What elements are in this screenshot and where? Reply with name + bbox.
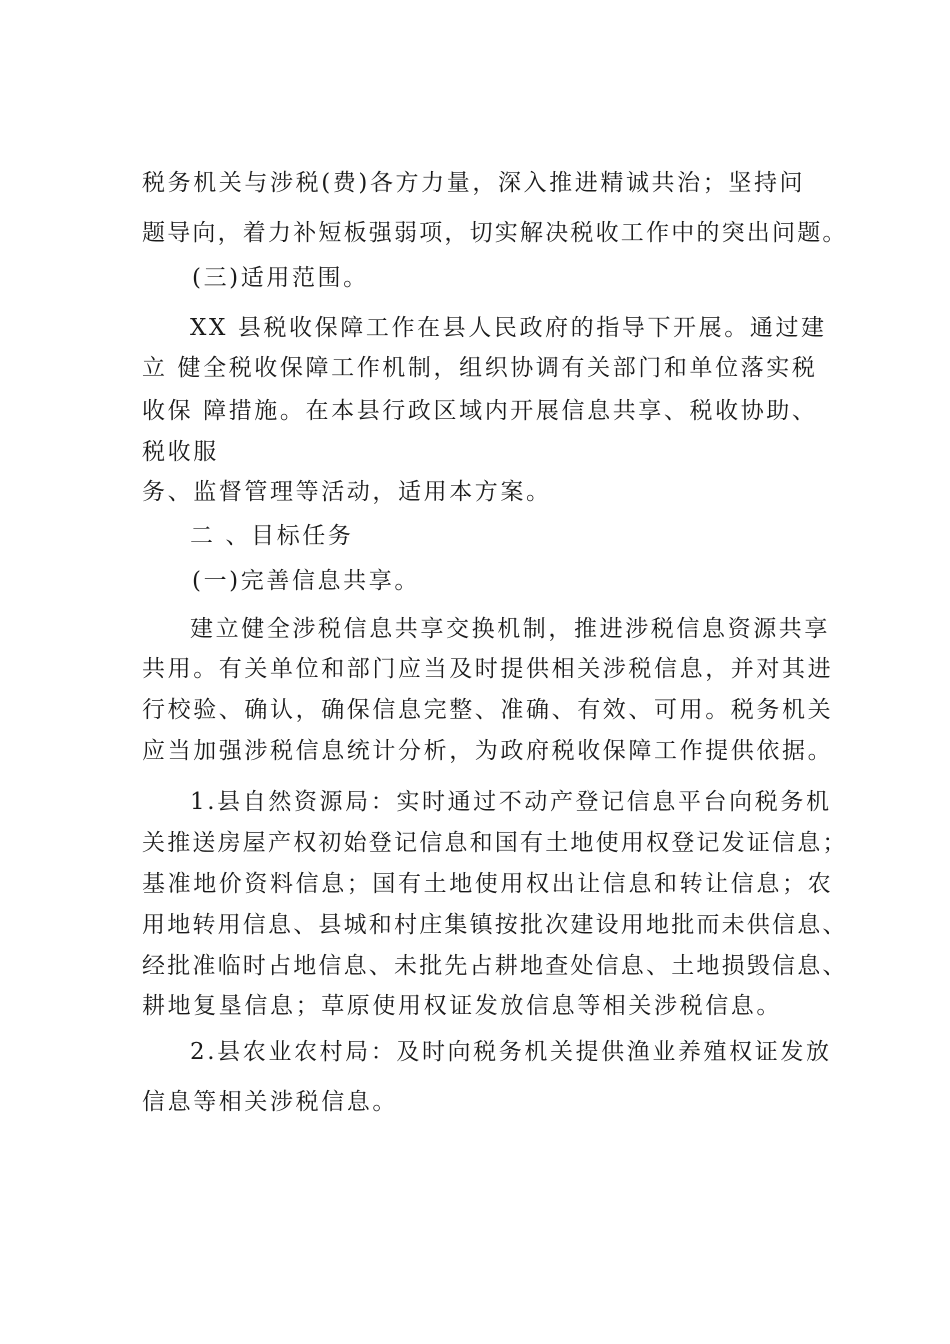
text-line: 税务机关与涉税(费)各方力量，深入推进精诚共治；坚持问 bbox=[142, 170, 806, 196]
text-line: 税收服 bbox=[142, 439, 219, 465]
text-line: 耕地复垦信息；草原使用权证发放信息等相关涉税信息。 bbox=[142, 993, 782, 1019]
text-line: 2.县农业农村局：及时向税务机关提供渔业养殖权证发放 bbox=[190, 1039, 832, 1065]
text-line: 行校验、确认，确保信息完整、准确、有效、可用。税务机关 bbox=[142, 697, 834, 723]
section-heading: (三)适用范围。 bbox=[192, 265, 369, 291]
text-line: 信息等相关涉税信息。 bbox=[142, 1089, 398, 1115]
section-heading: 二 、目标任务 bbox=[190, 523, 354, 549]
text-line: 立 健全税收保障工作机制，组织协调有关部门和单位落实税 bbox=[142, 355, 818, 381]
text-line: XX 县税收保障工作在县人民政府的指导下开展。通过建 bbox=[190, 315, 827, 341]
text-line: 关推送房屋产权初始登记信息和国有土地使用权登记发证信息； bbox=[142, 830, 848, 856]
text-line: 用地转用信息、县城和村庄集镇按批次建设用地批而未供信息、 bbox=[142, 912, 848, 938]
text-line: 应当加强涉税信息统计分析，为政府税收保障工作提供依据。 bbox=[142, 738, 834, 764]
text-line: 经批准临时占地信息、未批先占耕地查处信息、土地损毁信息、 bbox=[142, 953, 848, 979]
text-line: 题导向，着力补短板强弱项，切实解决税收工作中的突出问题。 bbox=[142, 220, 848, 246]
text-line: 收保 障措施。在本县行政区域内开展信息共享、税收协助、 bbox=[142, 398, 818, 424]
text-line: 共用。有关单位和部门应当及时提供相关涉税信息，并对其进 bbox=[142, 656, 834, 682]
text-line: 务、监督管理等活动，适用本方案。 bbox=[142, 479, 552, 505]
text-line: 基准地价资料信息；国有土地使用权出让信息和转让信息；农 bbox=[142, 871, 834, 897]
text-line: 1.县自然资源局：实时通过不动产登记信息平台向税务机 bbox=[190, 789, 832, 815]
section-heading: (一)完善信息共享。 bbox=[192, 568, 420, 594]
text-line: 建立健全涉税信息共享交换机制，推进涉税信息资源共享 bbox=[190, 616, 830, 642]
